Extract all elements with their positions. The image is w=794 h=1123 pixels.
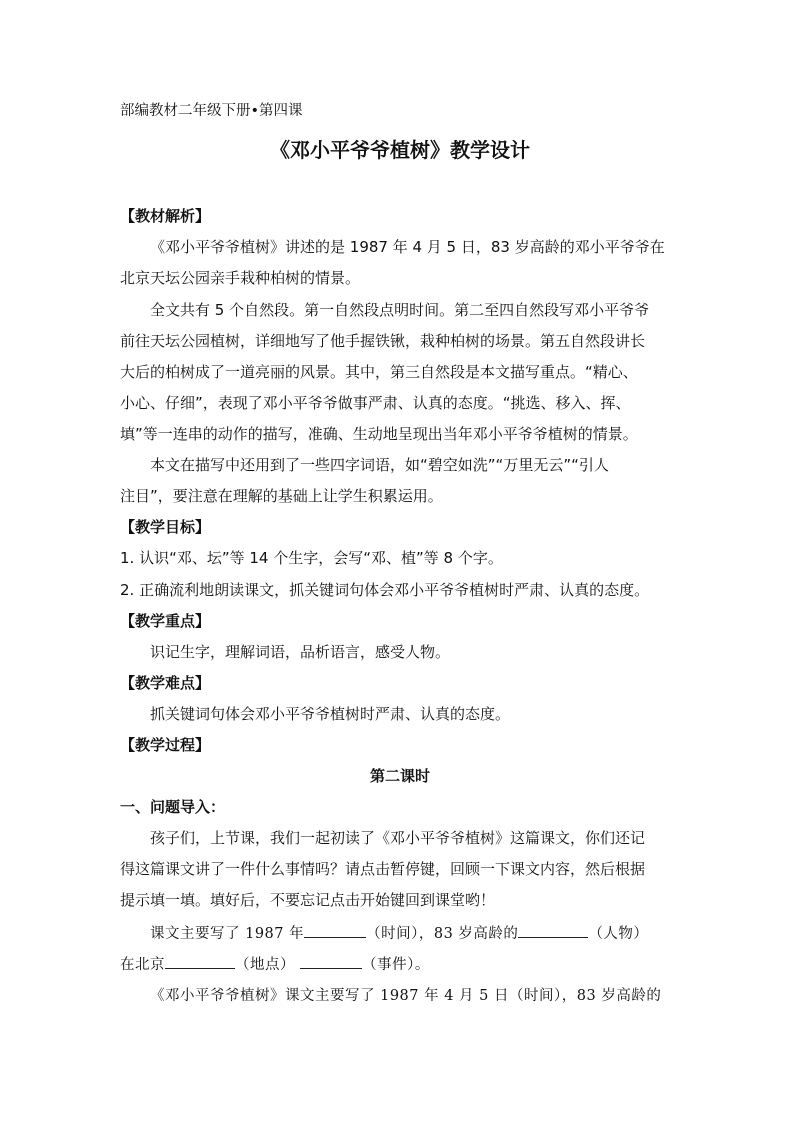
- fill-line: [120, 923, 648, 944]
- analysis-heading: 【教材解析】: [120, 207, 211, 225]
- time-blank[interactable]: [304, 923, 366, 938]
- place-blank[interactable]: [165, 954, 235, 969]
- key-points-text: 识记生字，理解词语，品析语言，感受人物。: [150, 643, 451, 661]
- intro-line: 提示填一填。填好后，不要忘记点击开始键回到课堂哟！: [120, 891, 496, 909]
- key-points-heading: 【教学重点】: [120, 612, 211, 630]
- analysis-p3-line: 注目”，要注意在理解的基础上让学生积累运用。: [120, 487, 443, 505]
- lesson-label: 部编教材二年级下册•第四课: [120, 103, 303, 119]
- process-heading: 【教学过程】: [120, 736, 211, 754]
- fill-text: 课文主要写了 1987 年: [150, 926, 305, 942]
- goal-item: 1. 认识“邓、坛”等 14 个生字，会写“邓、植”等 8 个字。: [120, 549, 503, 567]
- answer-line: 《邓小平爷爷植树》课文主要写了 1987 年 4 月 5 日（时间），83 岁高龄的: [150, 988, 662, 1004]
- analysis-p3-line: 本文在描写中还用到了一些四字词语，如“碧空如洗”“万里无云”“引人: [150, 456, 609, 474]
- intro-line: 得这篇课文讲了一件什么事情吗？请点击暂停键，回顾一下课文内容，然后根据: [120, 860, 646, 878]
- person-blank[interactable]: [518, 923, 588, 938]
- fill-text: （人物）: [588, 926, 649, 942]
- analysis-p2-line: 填”等一连串的动作的描写，准确、生动地呈现出当年邓小平爷爷植树的情景。: [120, 425, 638, 443]
- fill-text: （时间），83 岁高龄的: [366, 926, 519, 942]
- analysis-p2-line: 前往天坛公园植树，详细地写了他手握铁锹，栽种柏树的场景。第五自然段讲长: [120, 332, 646, 350]
- fill-text: 在北京: [120, 957, 165, 973]
- fill-text: （事件）。: [362, 957, 430, 973]
- analysis-p2-line: 大后的柏树成了一道亮丽的风景。其中，第三自然段是本文描写重点。“精心、: [120, 363, 638, 381]
- fill-line: [120, 954, 430, 975]
- session-title: 第二课时: [369, 767, 430, 785]
- goals-heading: 【教学目标】: [120, 518, 211, 536]
- intro-line: 孩子们，上节课，我们一起初读了《邓小平爷爷植树》这篇课文，你们还记: [150, 829, 646, 847]
- analysis-p1-line: 北京天坛公园亲手栽种柏树的情景。: [120, 269, 361, 287]
- analysis-p2-line: 全文共有 5 个自然段。第一自然段点明时间。第二至四自然段写邓小平爷爷: [150, 301, 650, 319]
- page-title: 《邓小平爷爷植树》教学设计: [270, 138, 530, 162]
- difficulty-heading: 【教学难点】: [120, 674, 211, 692]
- fill-text: （地点）: [235, 957, 295, 973]
- goal-item: 2. 正确流利地朗读课文，抓关键词句体会邓小平爷爷植树时严肃、认真的态度。: [120, 581, 650, 599]
- difficulty-text: 抓关键词句体会邓小平爷爷植树时严肃、认真的态度。: [150, 705, 511, 723]
- event-blank[interactable]: [300, 954, 362, 969]
- analysis-p1-line: 《邓小平爷爷植树》讲述的是 1987 年 4 月 5 日，83 岁高龄的邓小平爷爷在: [150, 238, 665, 256]
- section-heading: 一、问题导入：: [120, 798, 226, 816]
- analysis-p2-line: 小心、仔细”，表现了邓小平爷爷做事严肃、认真的态度。“挑选、移入、挥、: [120, 394, 631, 412]
